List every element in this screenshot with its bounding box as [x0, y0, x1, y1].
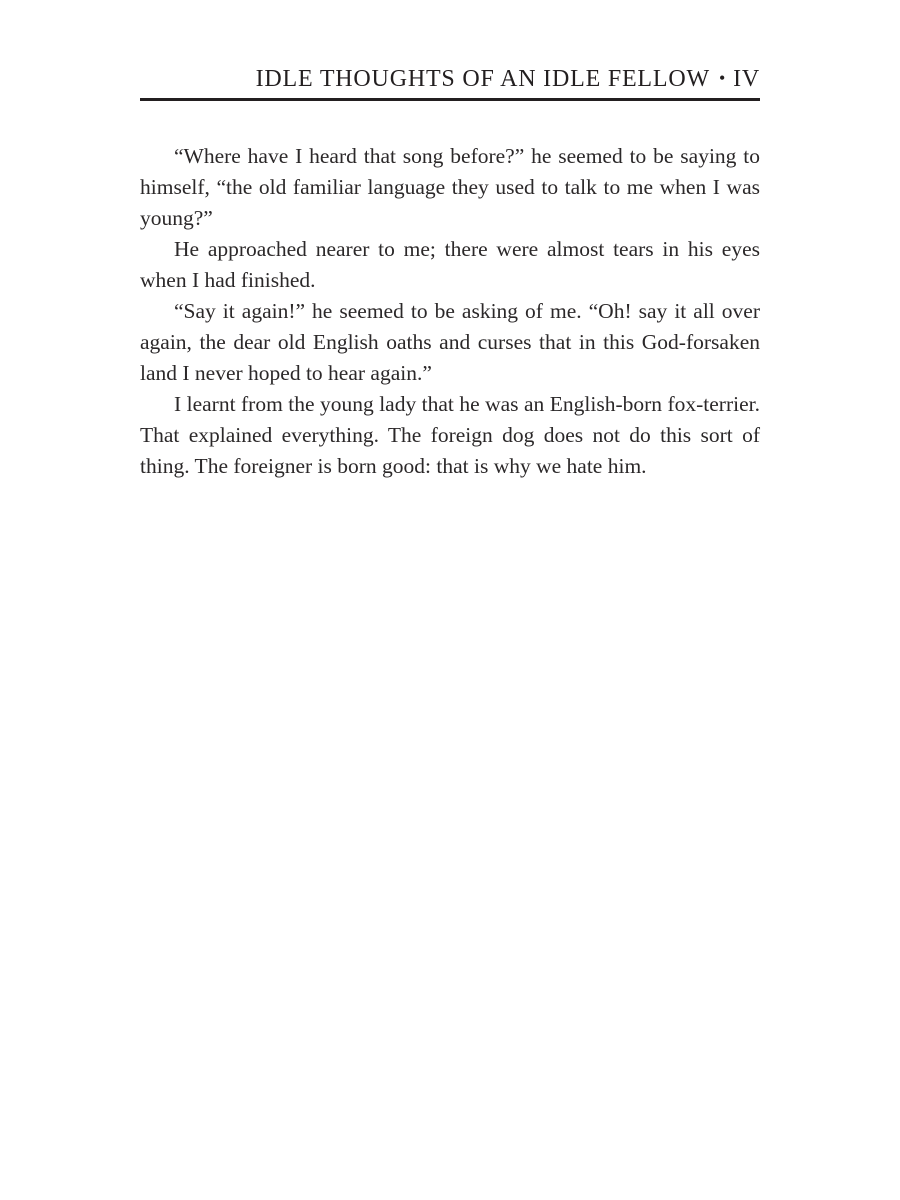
chapter-numeral: IV: [733, 66, 760, 92]
bullet-separator-icon: •: [718, 68, 727, 88]
paragraph: “Where have I heard that song before?” he seemed to be saying to himself, “the old familiar language they used to talk to me when I was young?”: [140, 144, 760, 231]
page-header: [140, 0, 760, 92]
header-rule: [140, 98, 760, 101]
paragraph: “Say it again!” he seemed to be asking of me. “Oh! say it all over again, the dear old English oaths and curses that in this God-forsaken land I never hoped to hear again.”: [140, 299, 760, 386]
running-title: IDLE THOUGHTS OF AN IDLE FELLOW: [255, 66, 710, 92]
body-text: [140, 141, 760, 482]
paragraph: I learnt from the young lady that he was an English-born fox-terrier. That explained everything. The foreign dog does not do this sort of thing. The foreigner is born good: that is why we hate him.: [140, 392, 760, 479]
paragraph: He approached nearer to me; there were almost tears in his eyes when I had finished.: [140, 237, 760, 293]
